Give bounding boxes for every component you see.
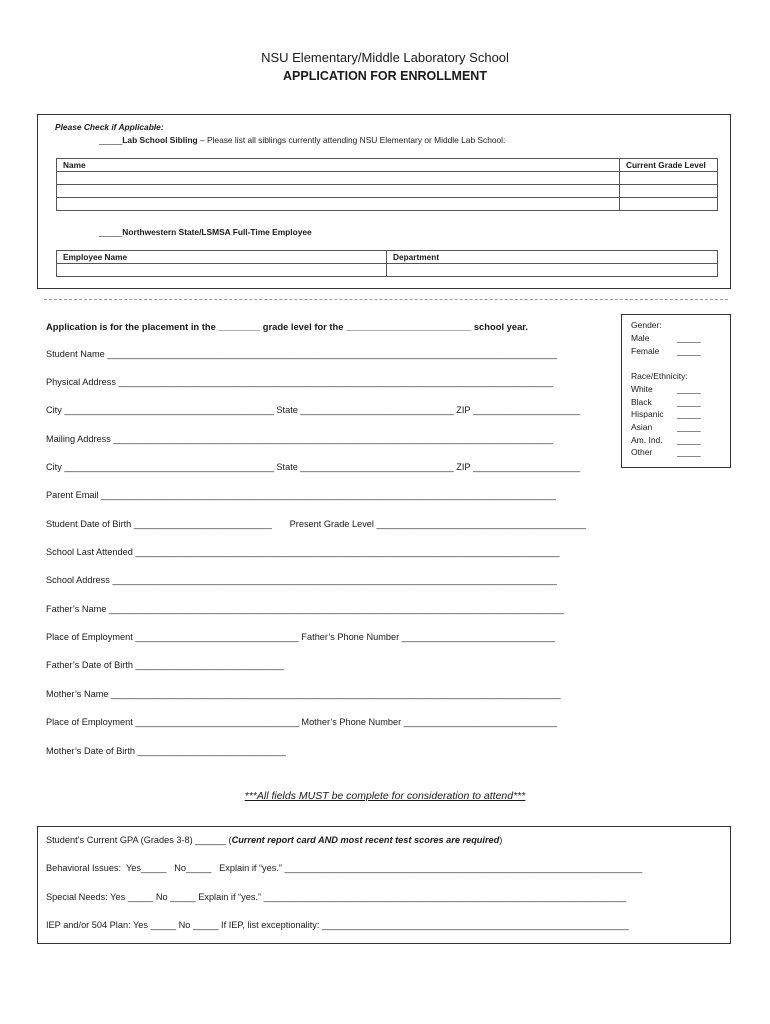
- father-name-field[interactable]: Father’s Name _________________________________________________________________________________________: [46, 604, 564, 614]
- table-row[interactable]: [57, 264, 718, 277]
- black-blank[interactable]: _____: [677, 397, 701, 407]
- mailing-address-field[interactable]: Mailing Address ______________________________________________________________________________________: [46, 434, 553, 444]
- gpa-requirement: Current report card AND most recent test scores are required: [231, 835, 500, 845]
- sibling-name-header: Name: [57, 159, 620, 172]
- black-label: Black: [631, 397, 652, 407]
- asian-label: Asian: [631, 422, 653, 432]
- other-blank[interactable]: _____: [677, 447, 701, 457]
- city-state-zip-field[interactable]: City _________________________________________ State ______________________________ ZIP _____________________: [46, 405, 581, 415]
- department-cell[interactable]: [387, 264, 718, 277]
- sibling-name-cell[interactable]: [57, 172, 620, 185]
- sibling-grade-header: Current Grade Level: [620, 159, 718, 172]
- white-label: White: [631, 384, 653, 394]
- other-label: Other: [631, 447, 653, 457]
- table-header-row: [57, 159, 718, 172]
- table-header-row: [57, 251, 718, 264]
- sibling-checkbox-line[interactable]: [99, 135, 505, 145]
- hispanic-blank[interactable]: _____: [677, 409, 701, 419]
- male-label: Male: [631, 333, 650, 343]
- sibling-grade-cell[interactable]: [620, 172, 718, 185]
- table-row[interactable]: [57, 172, 718, 185]
- gpa-suffix: ): [499, 835, 503, 845]
- father-employment-field[interactable]: Place of Employment ________________________________ Father’s Phone Number ______________________________: [46, 632, 555, 642]
- race-label: Race/Ethnicity:: [631, 371, 688, 381]
- sibling-name-cell[interactable]: [57, 198, 620, 211]
- hispanic-label: Hispanic: [631, 409, 664, 419]
- sibling-label: Lab School Sibling: [122, 135, 198, 145]
- dob-grade-field[interactable]: Student Date of Birth ___________________________ Present Grade Level _________________________________________: [46, 519, 586, 529]
- female-label: Female: [631, 346, 660, 356]
- asian-blank[interactable]: _____: [677, 422, 701, 432]
- table-row[interactable]: [57, 198, 718, 211]
- form-title: APPLICATION FOR ENROLLMENT: [283, 69, 487, 83]
- mother-employment-field[interactable]: Place of Employment ________________________________ Mother’s Phone Number ______________________________: [46, 717, 558, 727]
- department-header: Department: [387, 251, 718, 264]
- sibling-note: – Please list all siblings currently attending NSU Elementary or Middle Lab School:: [197, 135, 506, 145]
- mother-dob-field[interactable]: Mother’s Date of Birth _____________________________: [46, 746, 286, 756]
- white-blank[interactable]: _____: [677, 384, 701, 394]
- employee-checkbox-line[interactable]: [99, 227, 312, 237]
- school-name: NSU Elementary/Middle Laboratory School: [261, 50, 509, 65]
- sibling-grade-cell[interactable]: [620, 185, 718, 198]
- applicable-heading: Please Check if Applicable:: [55, 122, 164, 132]
- sibling-blank[interactable]: _____: [99, 135, 123, 145]
- special-needs-field[interactable]: Special Needs: Yes _____ No _____ Explain if “yes.” _______________________________________________________________________: [46, 892, 627, 902]
- employee-name-cell[interactable]: [57, 264, 387, 277]
- physical-address-field[interactable]: Physical Address _____________________________________________________________________________________: [46, 377, 553, 387]
- parent-email-field[interactable]: Parent Email _________________________________________________________________________________________: [46, 490, 556, 500]
- iep-504-field[interactable]: IEP and/or 504 Plan: Yes _____ No _____ If IEP, list exceptionality: ____________________________________________________________: [46, 920, 629, 930]
- student-name-field[interactable]: Student Name ________________________________________________________________________________________: [46, 349, 557, 359]
- placement-line[interactable]: Application is for the placement in the ________ grade level for the ________________________ school year.: [46, 321, 529, 332]
- gpa-field[interactable]: [46, 835, 502, 845]
- am-ind-label: Am. Ind.: [631, 435, 663, 445]
- am-ind-blank[interactable]: _____: [677, 435, 701, 445]
- table-row[interactable]: [57, 185, 718, 198]
- sibling-name-cell[interactable]: [57, 185, 620, 198]
- employee-name-header: Employee Name: [57, 251, 387, 264]
- gender-label: Gender:: [631, 320, 662, 330]
- sibling-grade-cell[interactable]: [620, 198, 718, 211]
- behavioral-issues-field[interactable]: Behavioral Issues: Yes_____ No_____ Explain if “yes.” ______________________________________________________________________: [46, 863, 643, 873]
- gpa-prefix: Student’s Current GPA (Grades 3-8) ______ (: [46, 835, 232, 845]
- father-dob-field[interactable]: Father’s Date of Birth _____________________________: [46, 660, 284, 670]
- completion-notice: ***All fields MUST be complete for consideration to attend***: [244, 790, 526, 802]
- employee-blank[interactable]: _____: [99, 227, 123, 237]
- school-address-field[interactable]: School Address _______________________________________________________________________________________: [46, 575, 557, 585]
- female-blank[interactable]: _____: [677, 346, 701, 356]
- employee-label: Northwestern State/LSMSA Full-Time Employee: [122, 227, 312, 237]
- male-blank[interactable]: _____: [677, 333, 701, 343]
- sibling-table: [56, 158, 718, 211]
- mailing-city-state-zip-field[interactable]: City _________________________________________ State ______________________________ ZIP _____________________: [46, 462, 581, 472]
- employee-table: [56, 250, 718, 277]
- mother-name-field[interactable]: Mother’s Name ________________________________________________________________________________________: [46, 689, 561, 699]
- section-divider: [44, 299, 728, 300]
- school-last-attended-field[interactable]: School Last Attended ___________________________________________________________________________________: [46, 547, 560, 557]
